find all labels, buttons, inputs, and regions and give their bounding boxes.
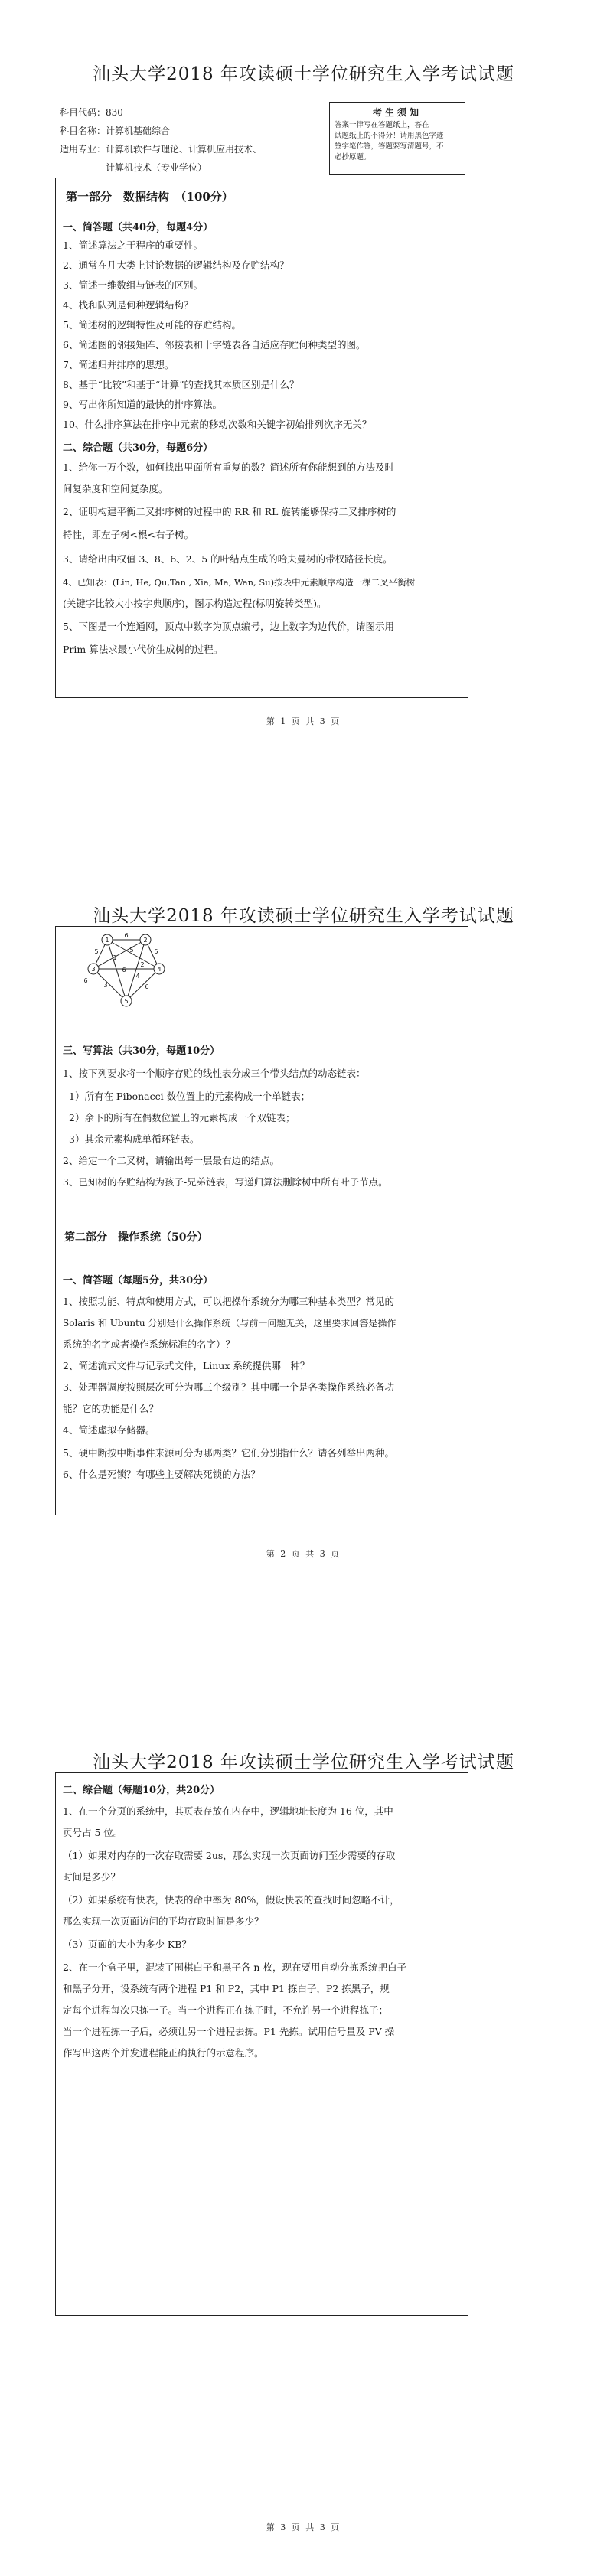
exam-notice-box — [329, 102, 465, 175]
short-answer-heading: 一、简答题（共40分，每题4分） — [63, 222, 214, 233]
os-comprehensive-heading: 二、综合题（每题10分，共20分） — [63, 1785, 220, 1796]
notice-title: 考生须知 — [372, 107, 422, 118]
edge-cost: 2 — [140, 961, 145, 968]
question-line: （3）页面的大小为多少 KB？ — [63, 1939, 191, 1950]
question-line: 作写出这两个并发进程能正确执行的示意程序。 — [63, 2047, 264, 2059]
question-line: 1、给你一万个数，如何找出里面所有重复的数？简述所有你能想到的方法及时 — [63, 461, 394, 473]
algorithm-heading: 三、写算法（共30分，每题10分） — [63, 1045, 220, 1057]
question-line: 间复杂度和空间复杂度。 — [63, 483, 168, 494]
question-item: 10、什么排序算法在排序中元素的移动次数和关键字初始排列次序无关？ — [63, 419, 372, 430]
question-line: 时间是多少？ — [63, 1871, 121, 1883]
question-line: 和黑子分开，设系统有两个进程 P1 和 P2，其中 P1 拣白子，P2 拣黑子，规 — [63, 1983, 390, 1994]
question-line: 3、已知树的存贮结构为孩子-兄弟链表，写递归算法删除树中所有叶子节点。 — [63, 1176, 388, 1188]
question-item: 5、简述树的逻辑特性及可能的存贮结构。 — [63, 319, 241, 331]
question-item: 1、简述算法之于程序的重要性。 — [63, 240, 203, 251]
page-title: 汕头大学2018 年攻读硕士学位研究生入学考试试题 — [93, 64, 514, 84]
question-line: 4、已知表：(Lin, He, Qu,Tan , Xia, Ma, Wan, Su)按表中元素顺序构造一棵二叉平衡树 — [63, 577, 416, 588]
question-line: 1）所有在 Fibonacci 数位置上的元素构成一个单链表； — [69, 1091, 311, 1102]
connected-network-diagram — [77, 932, 176, 1016]
part-heading: 第一部分 数据结构 （100分） — [66, 190, 233, 204]
edge-cost: 1 — [113, 954, 117, 961]
question-item: 2、通常在几大类上讨论数据的逻辑结构及存贮结构？ — [63, 259, 289, 271]
page-footer: 第 3 页 共 3 页 — [266, 2522, 341, 2532]
subject-name: 科目名称：计算机基础综合 — [60, 126, 171, 136]
question-item: 7、简述归并排序的思想。 — [63, 359, 175, 370]
question-item: 4、栈和队列是何种逻辑结构？ — [63, 299, 194, 311]
question-line: 4、简述虚拟存储器。 — [63, 1424, 155, 1436]
edge-cost: 5 — [129, 947, 134, 954]
question-line: 定每个进程每次只拣一子。当一个进程正在拣子时，不允许另一个进程拣子； — [63, 2004, 389, 2016]
question-item: 9、写出你所知道的最快的排序算法。 — [63, 399, 222, 410]
edge-cost: 5 — [154, 948, 158, 955]
question-line: 当一个进程拣一子后，必须让另一个进程去拣。P1 先拣。试用信号量及 PV 操 — [63, 2026, 395, 2037]
edge-cost: 6 — [124, 932, 129, 939]
question-line: 能？它的功能是什么？ — [63, 1403, 159, 1414]
os-short-heading: 一、简答题（每题5分，共30分） — [63, 1275, 214, 1286]
question-line: 1、在一个分页的系统中，其页表存放在内存中，逻辑地址长度为 16 位，其中 — [63, 1805, 393, 1817]
question-line: (关键字比较大小按字典顺序)，图示构造过程(标明旋转类型)。 — [63, 598, 327, 609]
node-label: 2 — [143, 937, 148, 944]
node-label: 3 — [91, 966, 96, 973]
node-label: 1 — [105, 937, 109, 944]
question-line: 5、硬中断按中断事件来源可分为哪两类？它们分别指什么？请各列举出两种。 — [63, 1447, 394, 1459]
question-line: 那么实现一次页面访问的平均存取时间是多少？ — [63, 1916, 264, 1927]
node-label: 6 — [122, 967, 126, 973]
question-line: 系统的名字或者操作系统标准的名字）？ — [63, 1339, 236, 1350]
question-line: 2、证明构建平衡二叉排序树的过程中的 RR 和 RL 旋转能够保持二叉排序树的 — [63, 506, 397, 517]
question-line: 3、请给出由权值 3、8、6、2、5 的叶结点生成的哈夫曼树的带权路径长度。 — [63, 553, 393, 565]
question-line: 1、按下列要求将一个顺序存贮的线性表分成三个带头结点的动态链表： — [63, 1068, 366, 1079]
page-title: 汕头大学2018 年攻读硕士学位研究生入学考试试题 — [93, 906, 514, 926]
question-line: 6、什么是死锁？有哪些主要解决死锁的方法？ — [63, 1469, 260, 1480]
question-item: 6、简述图的邻接矩阵、邻接表和十字链表各自适应存贮何种类型的图。 — [63, 339, 366, 351]
comprehensive-heading: 二、综合题（共30分，每题6分） — [63, 442, 214, 454]
exam-page-2 — [0, 859, 607, 1717]
node-label: 5 — [124, 998, 129, 1005]
page-footer: 第 1 页 共 3 页 — [266, 716, 341, 726]
exam-page-3 — [0, 1717, 607, 2576]
edge-cost: 3 — [103, 982, 108, 989]
question-item: 3、简述一维数组与链表的区别。 — [63, 279, 203, 291]
exam-page-1 — [0, 0, 607, 859]
edge-cost: 6 — [145, 983, 149, 990]
question-item: 8、基于“比较”和基于“计算”的查找其本质区别是什么？ — [63, 379, 299, 390]
question-line: 页号占 5 位。 — [63, 1827, 123, 1838]
node-label: 4 — [157, 966, 162, 973]
question-line: （2）如果系统有快表，快表的命中率为 80%，假设快表的查找时间忽略不计， — [63, 1894, 400, 1906]
question-line: （1）如果对内存的一次存取需要 2us，那么实现一次页面访问至少需要的存取 — [63, 1850, 396, 1861]
question-line: 5、下图是一个连通网，顶点中数字为顶点编号，边上数字为边代价，请图示用 — [63, 621, 394, 632]
question-line: 2、给定一个二叉树，请输出每一层最右边的结点。 — [63, 1155, 279, 1166]
subject-code: 科目代码：830 — [60, 107, 123, 118]
question-line: 2、简述流式文件与记录式文件，Linux 系统提供哪一种？ — [63, 1360, 310, 1371]
question-line: Prim 算法求最小代价生成树的过程。 — [63, 644, 224, 655]
majors-continued: 计算机技术（专业学位） — [106, 162, 207, 173]
question-line: 3、处理器调度按照层次可分为哪三个级别？其中哪一个是各类操作系统必备功 — [63, 1381, 394, 1393]
majors: 适用专业：计算机软件与理论、计算机应用技术、 — [60, 144, 263, 155]
edge-cost: 5 — [94, 948, 99, 955]
page-footer: 第 2 页 共 3 页 — [266, 1549, 341, 1559]
part-heading: 第二部分 操作系统（50分） — [64, 1231, 208, 1244]
question-line: Solaris 和 Ubuntu 分别是什么操作系统（与前一问题无关，这里要求回答是操作 — [63, 1318, 397, 1329]
question-line: 3）其余元素构成单循环链表。 — [69, 1133, 200, 1145]
question-line: 2）余下的所有在偶数位置上的元素构成一个双链表； — [69, 1112, 295, 1123]
edge-cost: 6 — [83, 977, 88, 984]
page-title: 汕头大学2018 年攻读硕士学位研究生入学考试试题 — [93, 1753, 514, 1772]
notice-text: 答案一律写在答题纸上，答在 试题纸上的不得分！请用黑色字迹 签字笔作答，答题要写清题号，不 必抄原题。 — [335, 121, 444, 161]
question-line: 2、在一个盒子里，混装了围棋白子和黑子各 n 枚，现在要用自动分拣系统把白子 — [63, 1961, 406, 1973]
edge-cost: 4 — [135, 973, 140, 980]
question-line: 1、按照功能、特点和使用方式，可以把操作系统分为哪三种基本类型？常见的 — [63, 1296, 394, 1307]
question-line: 特性，即左子树<根<右子树。 — [63, 529, 194, 540]
